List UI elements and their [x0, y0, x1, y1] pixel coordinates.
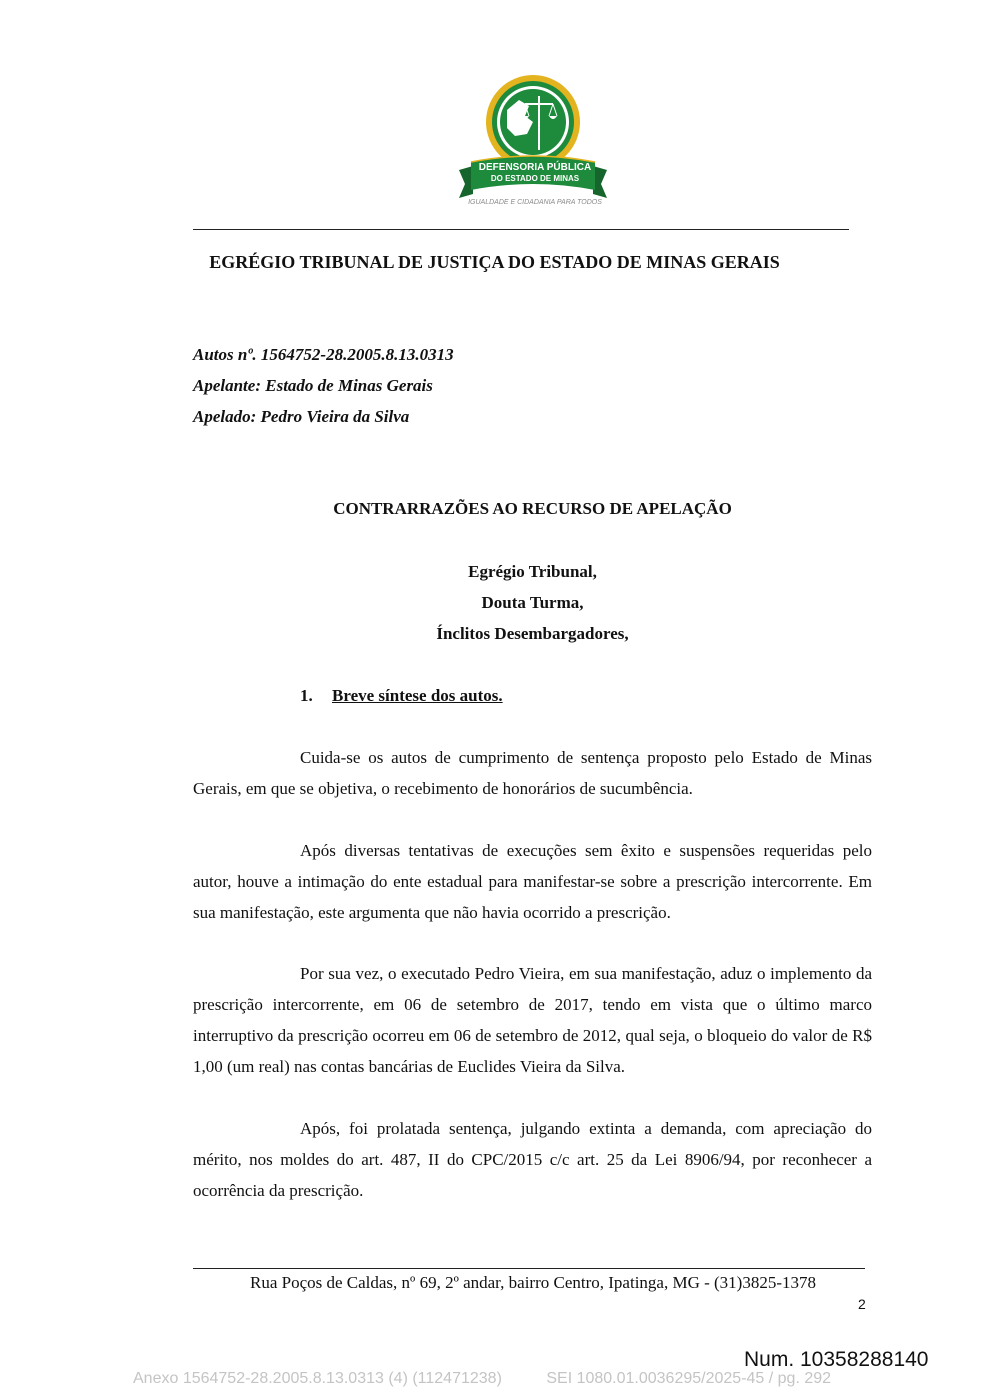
- court-heading: EGRÉGIO TRIBUNAL DE JUSTIÇA DO ESTADO DE MINAS GERAIS: [209, 252, 780, 272]
- logo-line1: DEFENSORIA PÚBLICA: [478, 162, 592, 173]
- section-label: Breve síntese dos autos.: [332, 686, 503, 705]
- salutation-line3: Ínclitos Desembargadores,: [436, 624, 629, 643]
- case-autos: Autos nº. 1564752-28.2005.8.13.0313: [193, 345, 454, 364]
- paragraph: Após, foi prolatada sentença, julgando extinta a demanda, com apreciação do mérito, nos moldes do art. 487, II do CPC/2015 c/c art. 25 da Lei 8906/94, por reconhecer a ocorrência da prescrição.: [193, 1119, 872, 1200]
- document-number: Num. 10358288140: [744, 1348, 929, 1371]
- paragraph: Após diversas tentativas de execuções sem êxito e suspensões requeridas pelo autor, houve a intimação do ente estadual para manifestar-se sobre a prescrição intercorrente. Em sua manifestação, este argumenta que não havia ocorrido a prescrição.: [193, 841, 872, 922]
- footer-rule: [193, 1268, 865, 1269]
- page-number: 2: [858, 1296, 866, 1312]
- case-apelado: Apelado: Pedro Vieira da Silva: [193, 407, 410, 426]
- logo-tagline: IGUALDADE E CIDADANIA PARA TODOS: [468, 199, 602, 206]
- logo-line2: DO ESTADO DE MINAS GERAIS: [490, 174, 580, 194]
- annex-stamp: Anexo 1564752-28.2005.8.13.0313 (4) (112471238) SEI 1080.01.0036295/2025-45 / pg. 292: [133, 1370, 832, 1387]
- salutation-line1: Egrégio Tribunal,: [468, 562, 597, 581]
- case-apelante: Apelante: Estado de Minas Gerais: [193, 376, 433, 395]
- header-rule: [193, 229, 849, 230]
- section-number: 1.: [300, 686, 313, 705]
- paragraph: Cuida-se os autos de cumprimento de sentença proposto pelo Estado de Minas Gerais, em que se objetiva, o recebimento de honorários de sucumbência.: [193, 748, 872, 798]
- paragraph: Por sua vez, o executado Pedro Vieira, em sua manifestação, aduz o implemento da prescrição intercorrente, em 06 de setembro de 2017, tendo em vista que o último marco interruptivo da prescrição ocorreu em 06 de setembro de 2012, qual seja, o bloqueio do valor de R$ 1,00 (um real) nas contas bancárias de Euclides Vieira da Silva.: [193, 964, 872, 1076]
- section-heading: [300, 686, 503, 706]
- defensoria-logo: [455, 70, 615, 212]
- document-title: CONTRARRAZÕES AO RECURSO DE APELAÇÃO: [333, 499, 732, 518]
- footer-address: Rua Poços de Caldas, nº 69, 2º andar, bairro Centro, Ipatinga, MG - (31)3825-1378: [249, 1273, 817, 1292]
- salutation-line2: Douta Turma,: [481, 593, 584, 612]
